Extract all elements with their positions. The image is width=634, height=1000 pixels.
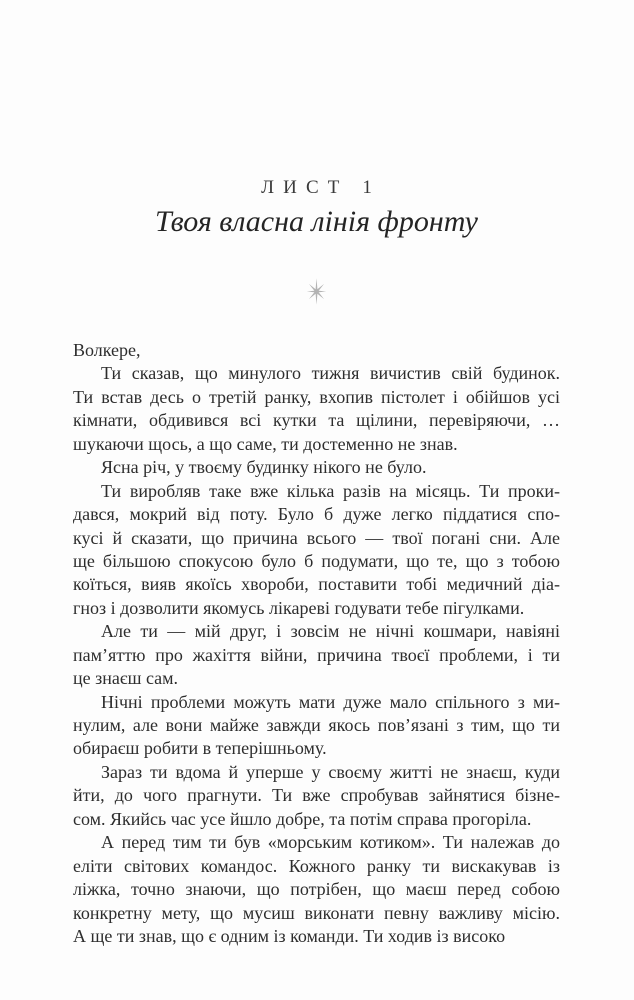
chapter-header [73, 0, 560, 240]
text-line: еліти світових командос. Кожного ранку ти вискакував із [73, 855, 560, 876]
text-line: гноз і дозволити якомусь лікареві годувати тебе пігулками. [73, 597, 525, 618]
text-line: це знаєш сам. [73, 668, 179, 689]
star-ornament-icon [73, 277, 560, 305]
text-line: пам’яттю про жахіття війни, причина твоєї проблеми, і ти [73, 644, 560, 665]
text-line: ліжка, точно знаючи, що потрібен, що маєш перед собою [73, 879, 560, 900]
text-line: йти, до чого прагнути. Ти вже спробував зайнятися бізне- [73, 785, 560, 806]
text-line: Ти встав десь о третій ранку, вхопив пістолет і обійшов усі [73, 386, 560, 407]
chapter-heading: ЛИСТ 1 [261, 177, 381, 198]
text-line: коїться, вияв якоїсь хвороби, поставити тобі медичний діа- [73, 574, 560, 595]
text-line: нулим, але вони майже завжди якось пов’язані з тим, що ти [73, 715, 560, 735]
text-line: конкретну мету, що мусиш виконати певну важливу місію. [73, 902, 560, 923]
text-line: А ще ти знав, що є одним із команди. Ти ходив із високо [73, 925, 506, 946]
text-line: Волкере, [73, 340, 141, 360]
text-line: дався, мокрий від поту. Було б дуже легко піддатися спо- [73, 504, 560, 525]
text-line: Ти виробляв таке вже кілька разів на місяць. Ти проки- [101, 480, 560, 501]
text-line: кімнати, обдивився всі кутки та щілини, перевіряючи, … [73, 410, 560, 431]
text-line: Зараз ти вдома й уперше у своєму житті не знаєш, куди [101, 761, 560, 782]
text-line: обираєш робити в теперішньому. [73, 738, 327, 759]
text-line: Але ти — мій друг, і зовсім не нічні кошмари, навіяні [101, 621, 560, 642]
text-line: А перед тим ти був «морським котиком». Ти належав до [101, 832, 560, 853]
text-line: ще більшою спокусою було б подумати, що те, що з тобою [73, 550, 560, 571]
text-line: Ясна річ, у твоєму будинку нікого не було. [101, 457, 427, 478]
text-line: кусі й сказати, що причина всього — твої погані сни. Але [73, 527, 560, 548]
text-line: Ти сказав, що минулого тижня вичистив свій будинок. [101, 363, 560, 384]
chapter-subtitle: Твоя власна лінія фронту [155, 205, 478, 238]
text-line: Нічні проблеми можуть мати дуже мало спільного з ми- [101, 691, 560, 712]
text-line: шукаючи щось, а що саме, ти достеменно не знав. [73, 433, 458, 454]
text-line: сом. Якийсь час усе йшло добре, та потім справа прогоріла. [73, 808, 532, 829]
body-text [73, 339, 560, 948]
